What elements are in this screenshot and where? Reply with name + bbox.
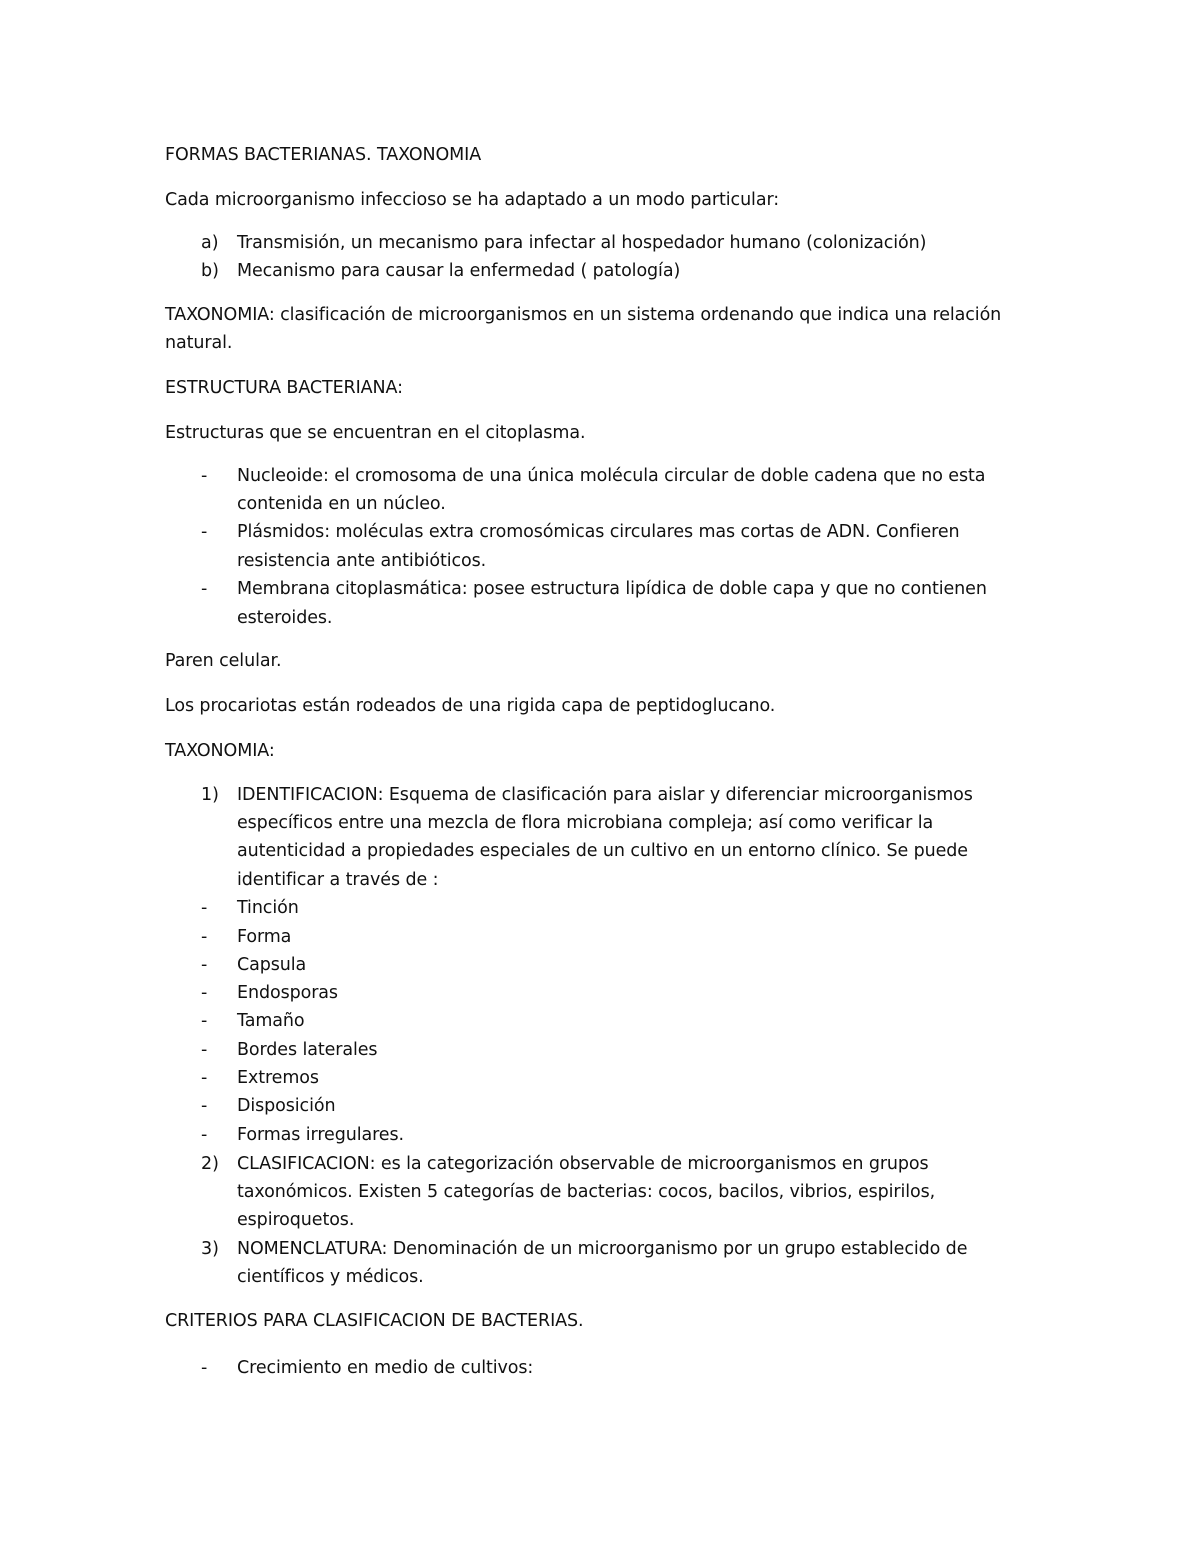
list-marker: - [201, 1096, 208, 1116]
pared-paragraph: Paren celular. [165, 651, 282, 671]
list-item-text: espiroquetos. [237, 1210, 355, 1230]
paragraph-line: natural. [165, 333, 233, 353]
list-item-text: Bordes laterales [237, 1040, 378, 1060]
list-item-text: Extremos [237, 1068, 319, 1088]
list-item-text: resistencia ante antibióticos. [237, 551, 487, 571]
list-item-text: Tamaño [237, 1011, 305, 1031]
list-marker: - [201, 1011, 208, 1031]
list-item-text: Nucleoide: el cromosoma de una única molécula circular de doble cadena que no esta [237, 466, 986, 486]
list-marker: - [201, 898, 208, 918]
list-item-text: contenida en un núcleo. [237, 494, 446, 514]
list-item-text: identificar a través de : [237, 870, 439, 890]
list-marker: - [201, 1358, 208, 1378]
list-marker: 1) [201, 785, 219, 805]
list-item-text: científicos y médicos. [237, 1267, 424, 1287]
list-item-text: Plásmidos: moléculas extra cromosómicas circulares mas cortas de ADN. Confieren [237, 522, 960, 542]
list-item-text: Transmisión, un mecanismo para infectar al hospedador humano (colonización) [237, 233, 927, 253]
list-item-text: taxonómicos. Existen 5 categorías de bacterias: cocos, bacilos, vibrios, espirilos, [237, 1182, 936, 1202]
list-item-text: Endosporas [237, 983, 338, 1003]
section-heading-criterios: CRITERIOS PARA CLASIFICACION DE BACTERIAS. [165, 1311, 584, 1331]
list-item-text: Mecanismo para causar la enfermedad ( patología) [237, 261, 681, 281]
procariotas-paragraph: Los procariotas están rodeados de una rigida capa de peptidoglucano. [165, 696, 776, 716]
list-marker: - [201, 466, 208, 486]
list-marker: - [201, 579, 208, 599]
list-marker: b) [201, 261, 219, 281]
list-item-text: NOMENCLATURA: Denominación de un microorganismo por un grupo establecido de [237, 1239, 968, 1259]
list-item-text: Crecimiento en medio de cultivos: [237, 1358, 534, 1378]
list-item-text: específicos entre una mezcla de flora microbiana compleja; así como verificar la [237, 813, 934, 833]
list-marker: - [201, 983, 208, 1003]
estructura-intro: Estructuras que se encuentran en el citoplasma. [165, 423, 586, 443]
list-item-text: IDENTIFICACION: Esquema de clasificación para aislar y diferenciar microorganismos [237, 785, 973, 805]
paragraph-line: TAXONOMIA: clasificación de microorganismos en un sistema ordenando que indica una relación [165, 305, 1002, 325]
list-marker: - [201, 927, 208, 947]
intro-paragraph: Cada microorganismo infeccioso se ha adaptado a un modo particular: [165, 190, 780, 210]
list-marker: - [201, 1068, 208, 1088]
list-item-text: autenticidad a propiedades especiales de un cultivo en un entorno clínico. Se puede [237, 841, 968, 861]
list-marker: 3) [201, 1239, 219, 1259]
list-item-text: esteroides. [237, 608, 333, 628]
list-marker: 2) [201, 1154, 219, 1174]
list-item-text: Membrana citoplasmática: posee estructura lipídica de doble capa y que no contienen [237, 579, 987, 599]
section-heading-estructura: ESTRUCTURA BACTERIANA: [165, 378, 403, 398]
list-marker: - [201, 1040, 208, 1060]
list-item-text: CLASIFICACION: es la categorización observable de microorganismos en grupos [237, 1154, 929, 1174]
list-marker: - [201, 955, 208, 975]
list-item-text: Disposición [237, 1096, 336, 1116]
list-marker: a) [201, 233, 219, 253]
document-title: FORMAS BACTERIANAS. TAXONOMIA [165, 145, 482, 165]
list-item-text: Tinción [237, 898, 299, 918]
list-marker: - [201, 522, 208, 542]
list-item-text: Capsula [237, 955, 307, 975]
section-heading-taxonomia: TAXONOMIA: [165, 741, 275, 761]
list-marker: - [201, 1125, 208, 1145]
list-item-text: Forma [237, 927, 292, 947]
list-item-text: Formas irregulares. [237, 1125, 404, 1145]
